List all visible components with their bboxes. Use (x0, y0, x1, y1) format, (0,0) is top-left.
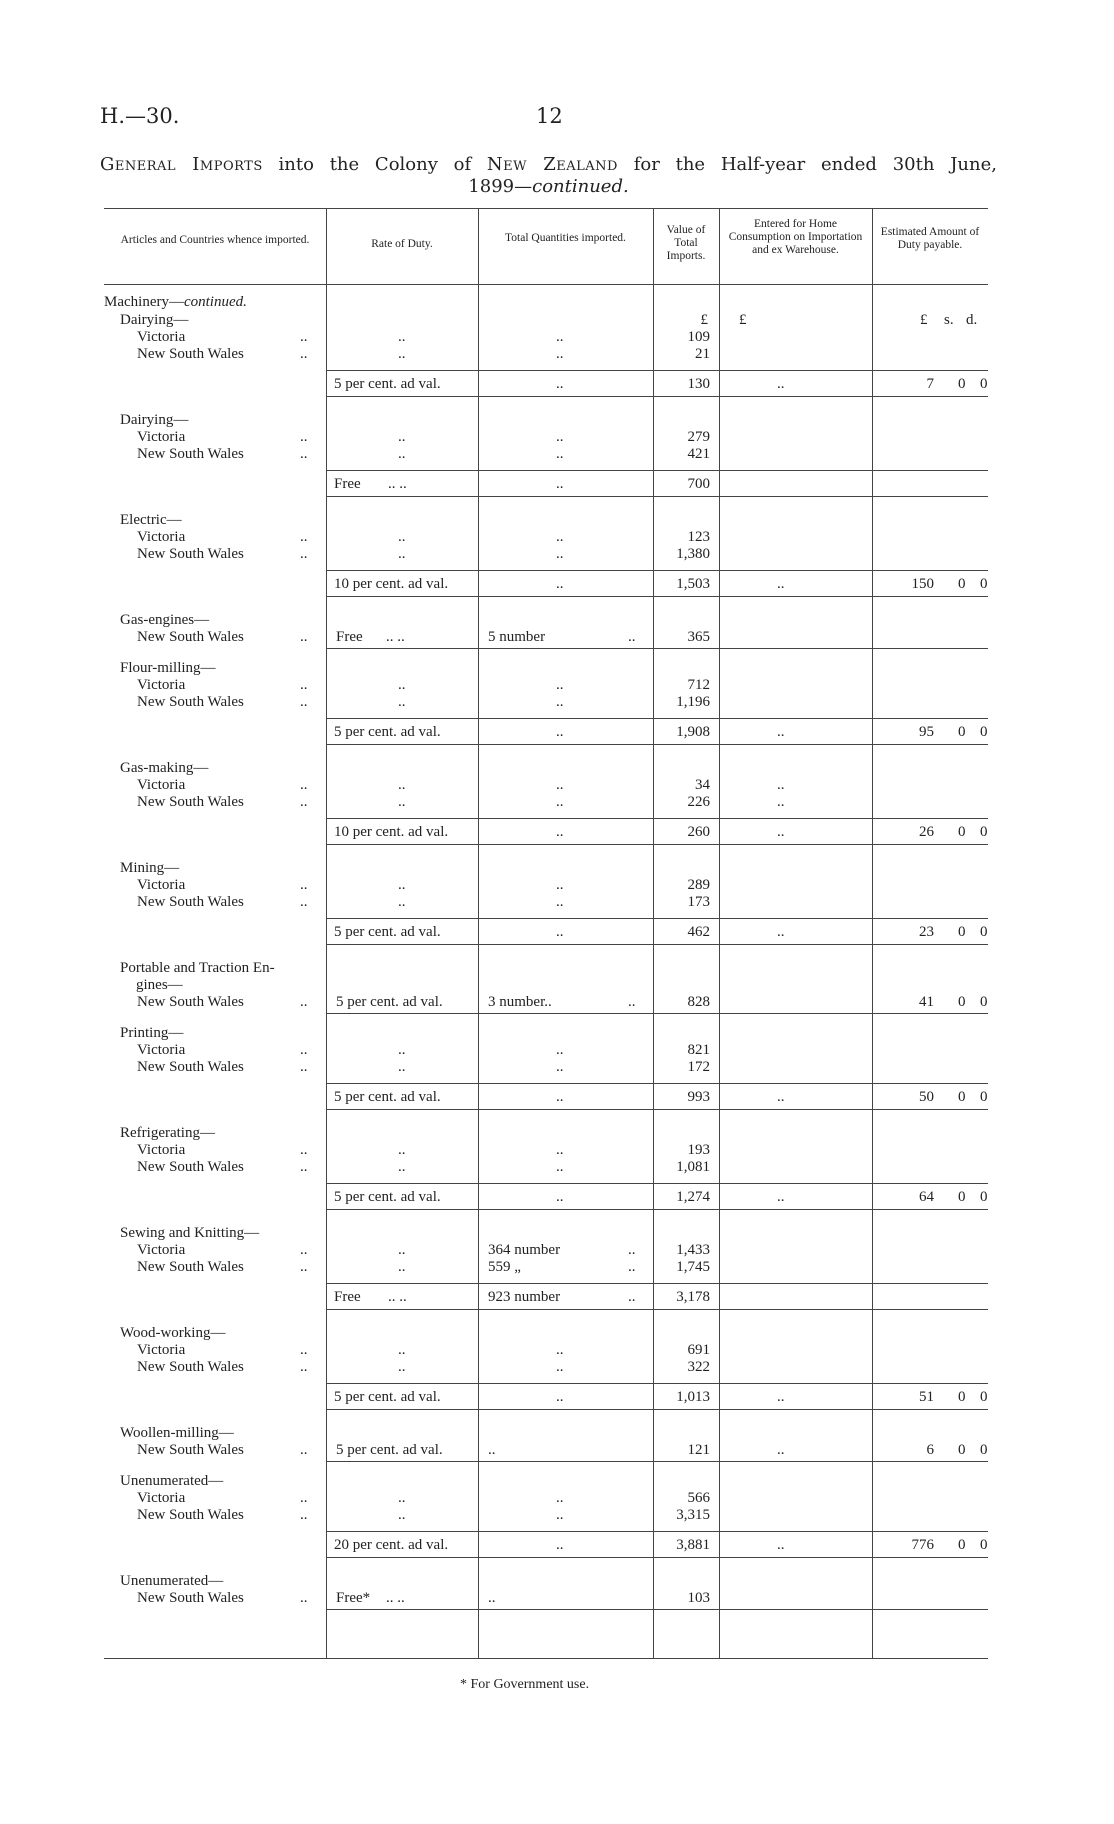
column-rule (478, 208, 479, 1658)
duty-rate: Free* (336, 1590, 371, 1606)
country-label: New South Wales (137, 1259, 244, 1275)
row-rule (326, 1309, 988, 1310)
duty-rate: 5 per cent. ad val. (334, 724, 441, 740)
quantity-total: .. (556, 1537, 564, 1553)
row-rule (326, 1461, 988, 1462)
quantity: .. (556, 529, 564, 545)
import-value: 103 (687, 1590, 710, 1606)
page-title (100, 154, 997, 176)
title-tail: for the Half-year ended 30th June, (617, 154, 997, 175)
entered-value: .. (777, 794, 785, 810)
duty-shillings: 0 (958, 1537, 966, 1553)
quantity: .. (556, 877, 564, 893)
duty-rate: .. (398, 894, 406, 910)
import-value: 365 (687, 629, 710, 645)
group-label: Gas-making— (120, 760, 209, 776)
duty-pounds: 7 (926, 376, 934, 392)
qty-leader-dots: .. (628, 629, 636, 645)
table-top-rule (104, 208, 988, 209)
entered-value: .. (777, 777, 785, 793)
country-label: Victoria (137, 329, 186, 345)
import-value: 691 (687, 1342, 710, 1358)
quantity-total: .. (556, 1389, 564, 1405)
duty-rate: .. (398, 1242, 406, 1258)
leader-dots: .. (300, 1590, 308, 1606)
duty-pence: 0 (980, 1537, 988, 1553)
col-header-articles: Articles and Countries whence imported. (120, 234, 310, 246)
value-unit-label: £ (700, 312, 708, 328)
quantity: .. (488, 1590, 496, 1606)
country-label: Victoria (137, 877, 186, 893)
quantity: .. (556, 1159, 564, 1175)
country-label: Victoria (137, 1342, 186, 1358)
country-label: New South Wales (137, 1442, 244, 1458)
entered-value: .. (777, 1537, 785, 1553)
import-value: 173 (687, 894, 710, 910)
import-value-total: 1,013 (676, 1389, 710, 1405)
duty-pounds: 6 (926, 1442, 934, 1458)
duty-rate: 10 per cent. ad val. (334, 576, 449, 592)
leader-dots: .. (300, 1490, 308, 1506)
group-label: Portable and Traction En- (120, 960, 275, 976)
import-value: 109 (687, 329, 710, 345)
leader-dots: .. (300, 894, 308, 910)
group-label: Dairying— (120, 312, 189, 328)
duty-shillings: 0 (958, 724, 966, 740)
subtotal-rule (326, 1083, 988, 1084)
quantity-total: .. (556, 1189, 564, 1205)
entered-value: .. (777, 1189, 785, 1205)
duty-rate: 5 per cent. ad val. (336, 994, 443, 1010)
rate-leader-dots: .. .. (386, 629, 405, 645)
duty-shillings: 0 (958, 576, 966, 592)
import-value: 193 (687, 1142, 710, 1158)
entered-unit-label: £ (739, 312, 747, 328)
leader-dots: .. (300, 794, 308, 810)
duty-rate: .. (398, 429, 406, 445)
leader-dots: .. (300, 777, 308, 793)
subtotal-rule (326, 918, 988, 919)
subtotal-rule (326, 1531, 988, 1532)
qty-leader-dots: .. (628, 1242, 636, 1258)
import-value: 21 (695, 346, 710, 362)
quantity: .. (556, 1490, 564, 1506)
row-rule (326, 396, 988, 397)
row-rule (326, 744, 988, 745)
row-rule (326, 944, 988, 945)
quantity: .. (556, 1042, 564, 1058)
leader-dots: .. (300, 629, 308, 645)
group-label: Printing— (120, 1025, 184, 1041)
entered-value: .. (777, 1442, 785, 1458)
quantity-total: .. (556, 476, 564, 492)
duty-rate: .. (398, 794, 406, 810)
duty-pence: 0 (980, 1089, 988, 1105)
column-rule (653, 208, 654, 1658)
country-label: New South Wales (137, 794, 244, 810)
import-value: 34 (695, 777, 710, 793)
leader-dots: .. (300, 694, 308, 710)
group-label: Dairying— (120, 412, 189, 428)
duty-rate: 5 per cent. ad val. (334, 1189, 441, 1205)
entered-value: .. (777, 1089, 785, 1105)
row-rule (326, 496, 988, 497)
import-value: 279 (687, 429, 710, 445)
leader-dots: .. (300, 329, 308, 345)
quantity-total: .. (556, 376, 564, 392)
duty-pence: 0 (980, 1442, 988, 1458)
title-text: into the Colony of (262, 154, 487, 175)
duty-rate: 10 per cent. ad val. (334, 824, 449, 840)
duty-rate: Free (336, 629, 363, 645)
quantity: .. (556, 1342, 564, 1358)
import-value: 3,315 (676, 1507, 710, 1523)
duty-pounds: 64 (919, 1189, 934, 1205)
country-label: New South Wales (137, 1507, 244, 1523)
import-value: 821 (687, 1042, 710, 1058)
import-value-total: 700 (687, 476, 710, 492)
duty-shillings: 0 (958, 1389, 966, 1405)
row-rule (326, 596, 988, 597)
leader-dots: .. (300, 1507, 308, 1523)
leader-dots: .. (300, 677, 308, 693)
page-title-line2 (100, 176, 997, 197)
duty-pounds: 95 (919, 724, 934, 740)
duty-pence: 0 (980, 994, 988, 1010)
row-rule (326, 1013, 988, 1014)
rate-leader-dots: .. .. (388, 1289, 407, 1305)
column-rule (326, 208, 327, 1658)
column-rule (872, 208, 873, 1658)
duty-rate: Free (334, 476, 361, 492)
duty-pounds: 51 (919, 1389, 934, 1405)
country-label: New South Wales (137, 1159, 244, 1175)
group-label: gines— (136, 977, 183, 993)
row-rule (326, 1609, 988, 1610)
import-value: 712 (687, 677, 710, 693)
col-header-value: Value of Total Imports. (666, 224, 706, 262)
country-label: Victoria (137, 777, 186, 793)
row-rule (326, 1557, 988, 1558)
import-value: 566 (687, 1490, 710, 1506)
country-label: New South Wales (137, 894, 244, 910)
quantity: .. (556, 794, 564, 810)
qty-leader-dots: .. (628, 1289, 636, 1305)
footnote: * For Government use. (460, 1677, 590, 1692)
duty-shillings: 0 (958, 824, 966, 840)
quantity: .. (556, 1507, 564, 1523)
leader-dots: .. (300, 1059, 308, 1075)
import-value: 121 (687, 1442, 710, 1458)
quantity-total: .. (556, 824, 564, 840)
country-label: New South Wales (137, 346, 244, 362)
entered-value: .. (777, 576, 785, 592)
subtotal-rule (326, 718, 988, 719)
duty-rate: .. (398, 1490, 406, 1506)
duty-rate: 5 per cent. ad val. (334, 1389, 441, 1405)
quantity-total: .. (556, 724, 564, 740)
import-value-total: 1,503 (676, 576, 710, 592)
import-value: 828 (687, 994, 710, 1010)
quantity: 364 number (488, 1242, 561, 1258)
duty-rate: .. (398, 1059, 406, 1075)
duty-rate: .. (398, 1359, 406, 1375)
duty-pence: 0 (980, 724, 988, 740)
row-rule (326, 648, 988, 649)
import-value-total: 130 (687, 376, 710, 392)
col-header-quantities: Total Quantities imported. (505, 232, 626, 244)
group-label: Woollen-milling— (120, 1425, 234, 1441)
duty-rate: 5 per cent. ad val. (336, 1442, 443, 1458)
duty-rate: 5 per cent. ad val. (334, 924, 441, 940)
country-label: New South Wales (137, 1359, 244, 1375)
duty-pence: 0 (980, 576, 988, 592)
quantity: .. (556, 329, 564, 345)
quantity: .. (556, 677, 564, 693)
duty-shillings: 0 (958, 924, 966, 940)
import-value-total: 462 (687, 924, 710, 940)
leader-dots: .. (300, 1259, 308, 1275)
duty-pounds: 41 (919, 994, 934, 1010)
import-value-total: 3,178 (676, 1289, 710, 1305)
duty-pence: 0 (980, 1389, 988, 1405)
row-rule (326, 1209, 988, 1210)
duty-pounds-unit: £ (920, 312, 928, 328)
import-value-total: 1,908 (676, 724, 710, 740)
duty-shillings: 0 (958, 1189, 966, 1205)
quantity: .. (556, 1059, 564, 1075)
duty-rate: .. (398, 1042, 406, 1058)
leader-dots: .. (300, 877, 308, 893)
heading-continued: continued. (183, 294, 247, 310)
row-rule (326, 1409, 988, 1410)
duty-rate: .. (398, 529, 406, 545)
section-heading (104, 294, 247, 311)
row-rule (326, 844, 988, 845)
import-value: 1,745 (676, 1259, 710, 1275)
duty-rate: .. (398, 1159, 406, 1175)
quantity: 5 number (488, 629, 546, 645)
heading-main: Machinery— (104, 294, 184, 310)
group-label: Mining— (120, 860, 180, 876)
header-bottom-rule (104, 284, 988, 285)
quantity-total: .. (556, 924, 564, 940)
import-value: 289 (687, 877, 710, 893)
col-header-duty: Estimated Amount of Duty payable. (880, 226, 980, 251)
group-label: Gas-engines— (120, 612, 210, 628)
duty-rate: .. (398, 329, 406, 345)
subtotal-rule (326, 1283, 988, 1284)
quantity: .. (556, 546, 564, 562)
quantity: .. (556, 346, 564, 362)
import-value-total: 260 (687, 824, 710, 840)
duty-pence-unit: d. (966, 312, 978, 328)
duty-shillings: 0 (958, 1089, 966, 1105)
column-rule (719, 208, 720, 1658)
country-label: Victoria (137, 677, 186, 693)
country-label: New South Wales (137, 1059, 244, 1075)
duty-rate: .. (398, 546, 406, 562)
duty-pounds: 23 (919, 924, 934, 940)
duty-rate: .. (398, 1259, 406, 1275)
quantity: .. (556, 429, 564, 445)
leader-dots: .. (300, 1159, 308, 1175)
country-label: New South Wales (137, 546, 244, 562)
title-general-imports: General Imports (100, 154, 263, 175)
import-value: 421 (687, 446, 710, 462)
quantity-total: 923 number (488, 1289, 561, 1305)
country-label: New South Wales (137, 994, 244, 1010)
country-label: Victoria (137, 1490, 186, 1506)
quantity-total: .. (556, 576, 564, 592)
duty-shillings-unit: s. (944, 312, 954, 328)
title-year: 1899— (468, 176, 533, 197)
subtotal-rule (326, 570, 988, 571)
duty-shillings: 0 (958, 376, 966, 392)
quantity: .. (556, 1359, 564, 1375)
import-value: 1,433 (676, 1242, 710, 1258)
import-value: 1,196 (676, 694, 710, 710)
leader-dots: .. (300, 1042, 308, 1058)
leader-dots: .. (300, 446, 308, 462)
entered-value: .. (777, 376, 785, 392)
group-label: Sewing and Knitting— (120, 1225, 260, 1241)
duty-rate: Free (334, 1289, 361, 1305)
group-label: Wood-working— (120, 1325, 226, 1341)
leader-dots: .. (300, 1142, 308, 1158)
duty-rate: .. (398, 677, 406, 693)
duty-shillings: 0 (958, 1442, 966, 1458)
leader-dots: .. (300, 1242, 308, 1258)
qty-leader-dots: .. (628, 994, 636, 1010)
import-value-total: 3,881 (676, 1537, 710, 1553)
duty-pounds: 776 (911, 1537, 934, 1553)
entered-value: .. (777, 1389, 785, 1405)
quantity: .. (556, 694, 564, 710)
import-value: 172 (687, 1059, 710, 1075)
duty-pounds: 150 (911, 576, 934, 592)
country-label: Victoria (137, 1042, 186, 1058)
duty-pence: 0 (980, 1189, 988, 1205)
title-continued: continued. (532, 176, 629, 197)
duty-rate: 5 per cent. ad val. (334, 1089, 441, 1105)
group-label: Flour-milling— (120, 660, 216, 676)
subtotal-rule (326, 470, 988, 471)
quantity: .. (556, 446, 564, 462)
duty-pounds: 50 (919, 1089, 934, 1105)
duty-pounds: 26 (919, 824, 934, 840)
import-value: 322 (687, 1359, 710, 1375)
col-header-entered: Entered for Home Consumption on Importation and ex Warehouse. (728, 218, 863, 256)
duty-rate: .. (398, 1507, 406, 1523)
duty-rate: .. (398, 1342, 406, 1358)
subtotal-rule (326, 818, 988, 819)
quantity: 3 number.. (488, 994, 552, 1010)
duty-pence: 0 (980, 924, 988, 940)
duty-rate: 5 per cent. ad val. (334, 376, 441, 392)
subtotal-rule (326, 1383, 988, 1384)
duty-rate: .. (398, 1142, 406, 1158)
import-value: 226 (687, 794, 710, 810)
group-label: Unenumerated— (120, 1473, 224, 1489)
duty-rate: .. (398, 346, 406, 362)
rate-leader-dots: .. .. (386, 1590, 405, 1606)
quantity: 559 „ (488, 1259, 521, 1275)
group-label: Unenumerated— (120, 1573, 224, 1589)
leader-dots: .. (300, 1342, 308, 1358)
leader-dots: .. (300, 1442, 308, 1458)
leader-dots: .. (300, 429, 308, 445)
table-bottom-rule (104, 1658, 988, 1659)
group-label: Electric— (120, 512, 182, 528)
duty-pence: 0 (980, 376, 988, 392)
entered-value: .. (777, 724, 785, 740)
row-rule (326, 1109, 988, 1110)
rate-leader-dots: .. .. (388, 476, 407, 492)
duty-pence: 0 (980, 824, 988, 840)
duty-rate: .. (398, 877, 406, 893)
quantity: .. (556, 777, 564, 793)
entered-value: .. (777, 824, 785, 840)
qty-leader-dots: .. (628, 1259, 636, 1275)
duty-rate: 20 per cent. ad val. (334, 1537, 449, 1553)
subtotal-rule (326, 370, 988, 371)
import-value: 1,380 (676, 546, 710, 562)
subtotal-rule (326, 1183, 988, 1184)
entered-value: .. (777, 924, 785, 940)
import-value-total: 993 (687, 1089, 710, 1105)
country-label: Victoria (137, 1142, 186, 1158)
duty-rate: .. (398, 777, 406, 793)
country-label: New South Wales (137, 694, 244, 710)
col-header-rate: Rate of Duty. (371, 238, 433, 250)
country-label: New South Wales (137, 1590, 244, 1606)
leader-dots: .. (300, 546, 308, 562)
quantity: .. (488, 1442, 496, 1458)
country-label: Victoria (137, 529, 186, 545)
leader-dots: .. (300, 1359, 308, 1375)
leader-dots: .. (300, 529, 308, 545)
country-label: New South Wales (137, 446, 244, 462)
country-label: New South Wales (137, 629, 244, 645)
country-label: Victoria (137, 429, 186, 445)
country-label: Victoria (137, 1242, 186, 1258)
import-value: 1,081 (676, 1159, 710, 1175)
quantity: .. (556, 894, 564, 910)
quantity: .. (556, 1142, 564, 1158)
leader-dots: .. (300, 994, 308, 1010)
quantity-total: .. (556, 1089, 564, 1105)
leader-dots: .. (300, 346, 308, 362)
group-label: Refrigerating— (120, 1125, 215, 1141)
title-country: New Zealand (486, 154, 618, 175)
import-value-total: 1,274 (676, 1189, 710, 1205)
duty-shillings: 0 (958, 994, 966, 1010)
duty-rate: .. (398, 446, 406, 462)
page-number: 12 (536, 104, 563, 128)
import-value: 123 (687, 529, 710, 545)
duty-rate: .. (398, 694, 406, 710)
doc-reference: H.—30. (100, 104, 180, 128)
